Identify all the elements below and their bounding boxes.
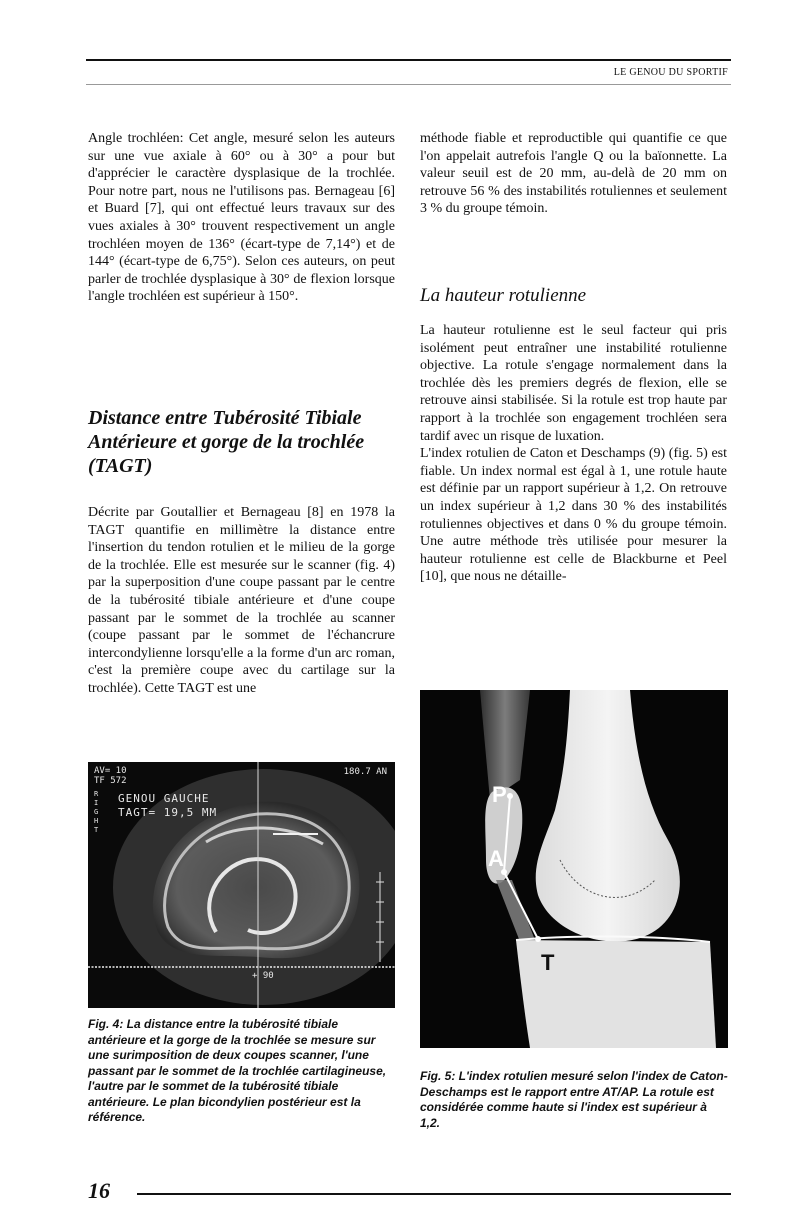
header-rule-thin	[86, 84, 731, 85]
paragraph-hauteur-rotulienne: La hauteur rotulienne est le seul facteur qui pris isolément peut entraîner une instabilité rotulienne objective. La rotule s'engage normalement dans la trochlée dès les premiers degrés de flexion, elle se retrouve ainsi stabilisée. Si la rotule est trop haute par rapport à la trochlée son engagement trochléen sera tardif avec un risque de luxation.	[420, 323, 727, 444]
section-heading-tagt	[88, 406, 395, 478]
left-column	[88, 130, 395, 306]
page-number: 16	[88, 1178, 110, 1203]
scan-side-letters: R I G H T	[94, 790, 99, 834]
paragraph-angle-trochleen: Angle trochléen: Cet angle, mesuré selon les auteurs sur une vue axiale à 60° ou à 30° a pour but d'apprécier le caractère dysplasique de la trochlée. Pour notre part, nous ne l'utilisons pas. Bernageau [6] et Buard [7], qui ont effectué leurs travaux sur des vues axiales à 30° trouvent respectivement un angle trochléen moyen de 136° (écart-type de 7,14°) et de 144° (écart-type de 6,75°). Selon ces auteurs, on peut parler de trochlée dysplasique à 30° de flexion lorsque l'angle trochléen est supérieur à 150°.	[88, 131, 395, 305]
right-column	[420, 130, 727, 218]
xray-label-p: P	[492, 782, 507, 807]
xray-label-t: T	[541, 950, 555, 975]
footer-rule	[137, 1193, 731, 1195]
scan-label-tagt: TAGT= 19,5 MM	[118, 806, 218, 819]
figure-5-caption: Fig. 5: L'index rotulien mesuré selon l'index de Caton-Deschamps est le rapport entre AT/AP. La rotule est considérée comme haute si l'index est supérieur à 1,2.	[420, 1069, 728, 1130]
xray-image	[420, 690, 728, 1048]
running-head: LE GENOU DU SPORTIF	[613, 67, 728, 78]
figure-4-ct-scan	[88, 762, 395, 1008]
paragraph-index-caton: L'index rotulien de Caton et Deschamps (9) (fig. 5) est fiable. Un index normal est égal à 1, une rotule haute est définie par un rapport supérieur à 1,2. On retrouve un index supérieur à 1,2 dans 30 % des instabilités rotuliennes objectives et dans 0 % du groupe témoin. Une autre méthode très utilisée pour mesurer la hauteur rotulienne est celle de Blackburne et Peel [10], que nous ne détaille-	[420, 446, 727, 585]
figure-4-caption: Fig. 4: La distance entre la tubérosité tibiale antérieure et la gorge de la trochlée se mesure sur une surimposition de deux coupes scanner, l'une passant par le sommet de la trochlée cartilagineuse, l'autre par le sommet de la tubérosité tibiale antérieure. Le plan bicondylien postérieur est la référence.	[88, 1017, 387, 1124]
left-column-2	[88, 504, 395, 698]
scan-label-genou: GENOU GAUCHE	[118, 792, 210, 805]
heading-hauteur-rotulienne: La hauteur rotulienne	[420, 285, 587, 306]
xray-label-a: A	[488, 846, 504, 871]
paragraph-methode-fiable: méthode fiable et reproductible qui quantifie ce que l'on appelait autrefois l'angle Q ou la baïonnette. La valeur seuil est de 20 mm, au-delà de 20 mm on retrouve 56 % des instabilités rotuliennes et seulement 3 % du groupe témoin.	[420, 131, 727, 217]
figure-5-xray	[420, 690, 728, 1048]
section-heading-hauteur	[420, 285, 727, 307]
scan-corner-tl-2: TF 572	[94, 776, 127, 786]
paragraph-tagt: Décrite par Goutallier et Bernageau [8] en 1978 la TAGT quantifie en millimètre la distance entre l'insertion du tendon rotulien et le milieu de la gorge de la trochlée. Elle est mesurée sur le scanner (fig. 4) par la superposition d'une coupe passant par le centre de la tubérosité tibiale antérieure et d'une coupe passant par le sommet de la trochlée au scanner (coupe passant par le sommet de l'échancrure intercondylienne lorsqu'elle a la forme d'un arc roman, c'est la première coupe avec du cartilage sur la trochlée). Cette TAGT est une	[88, 505, 395, 696]
heading-line-3: (TAGT)	[88, 455, 153, 477]
scan-corner-tr: 180.7 AN	[343, 767, 387, 777]
scan-bottom-mark: + 90	[252, 971, 274, 981]
right-column-2	[420, 322, 727, 586]
heading-line-2: Antérieure et gorge de la trochlée	[88, 431, 365, 453]
header-rule	[86, 59, 731, 61]
heading-line-1: Distance entre Tubérosité Tibiale	[88, 407, 362, 429]
scan-corner-tl-1: AV= 10	[94, 766, 127, 776]
